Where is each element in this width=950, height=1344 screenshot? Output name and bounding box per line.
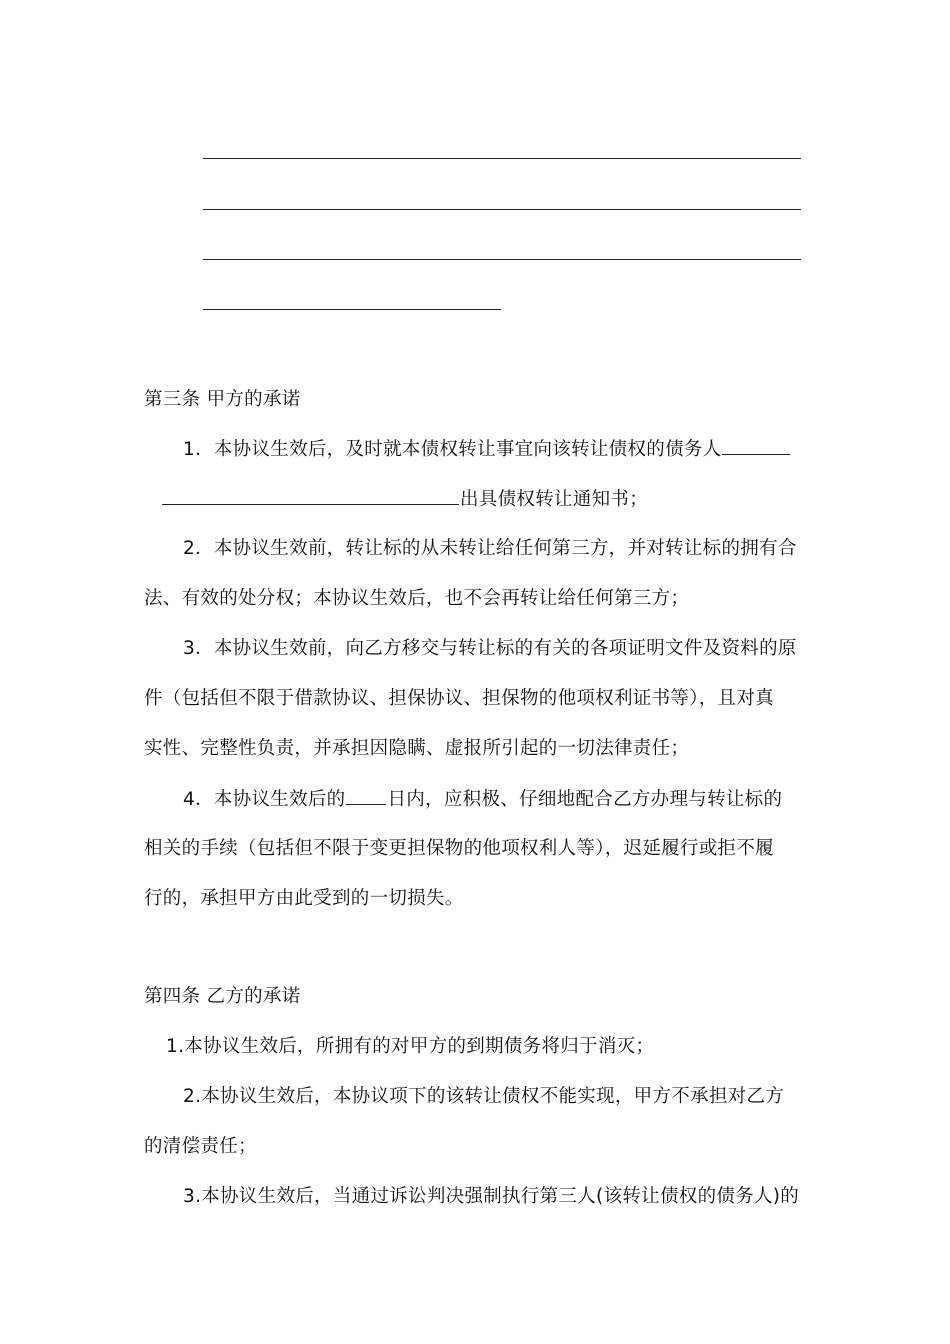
section4-heading: 第四条 乙方的承诺 [144, 986, 301, 1007]
section4-item3-line1: 3.本协议生效后，当通过诉讼判决强制执行第三人(该转让债权的债务人)的 [183, 1186, 800, 1207]
section3-item2-line2: 法、有效的处分权；本协议生效后，也不会再转让给任何第三方； [144, 588, 690, 609]
section3-item1-text2: 出具债权转让通知书； [460, 489, 649, 510]
section3-item4-line1 [183, 786, 782, 813]
blank-field-debtor-cont [162, 486, 459, 505]
blank-rule-2 [203, 209, 801, 210]
blank-rule-4 [203, 309, 501, 310]
section3-item1-text: 1．本协议生效后，及时就本债权转让事宜向该转让债权的债务人 [183, 439, 722, 460]
section4-item1: 1.本协议生效后，所拥有的对甲方的到期债务将归于消灭； [166, 1036, 655, 1057]
section3-item4-line3: 行的，承担甲方由此受到的一切损失。 [144, 888, 464, 909]
section3-item4-text-a: 4．本协议生效后的 [183, 789, 346, 810]
section3-item3-line3: 实性、完整性负责，并承担因隐瞒、虚报所引起的一切法律责任； [144, 738, 690, 759]
section3-item3-line1: 3．本协议生效前，向乙方移交与转让标的有关的各项证明文件及资料的原 [183, 638, 797, 659]
blank-field-days [346, 786, 386, 805]
section3-item2-line1: 2．本协议生效前，转让标的从未转让给任何第三方，并对转让标的拥有合 [183, 538, 797, 559]
section3-item1-line1 [183, 436, 791, 463]
section3-item4-text-b: 日内，应积极、仔细地配合乙方办理与转让标的 [387, 789, 783, 810]
section3-heading: 第三条 甲方的承诺 [144, 389, 301, 410]
blank-rule-3 [203, 259, 801, 260]
section4-item2-line2: 的清偿责任； [144, 1136, 257, 1157]
blank-field-debtor [722, 436, 790, 455]
section3-item1-line2 [162, 486, 648, 513]
section4-item2-line1: 2.本协议生效后，本协议项下的该转让债权不能实现，甲方不承担对乙方 [183, 1086, 785, 1107]
section3-item4-line2: 相关的手续（包括但不限于变更担保物的他项权利人等），迟延履行或拒不履 [144, 838, 774, 859]
blank-rule-1 [203, 158, 801, 159]
section3-item3-line2: 件（包括但不限于借款协议、担保协议、担保物的他项权利证书等），且对真 [144, 688, 774, 709]
